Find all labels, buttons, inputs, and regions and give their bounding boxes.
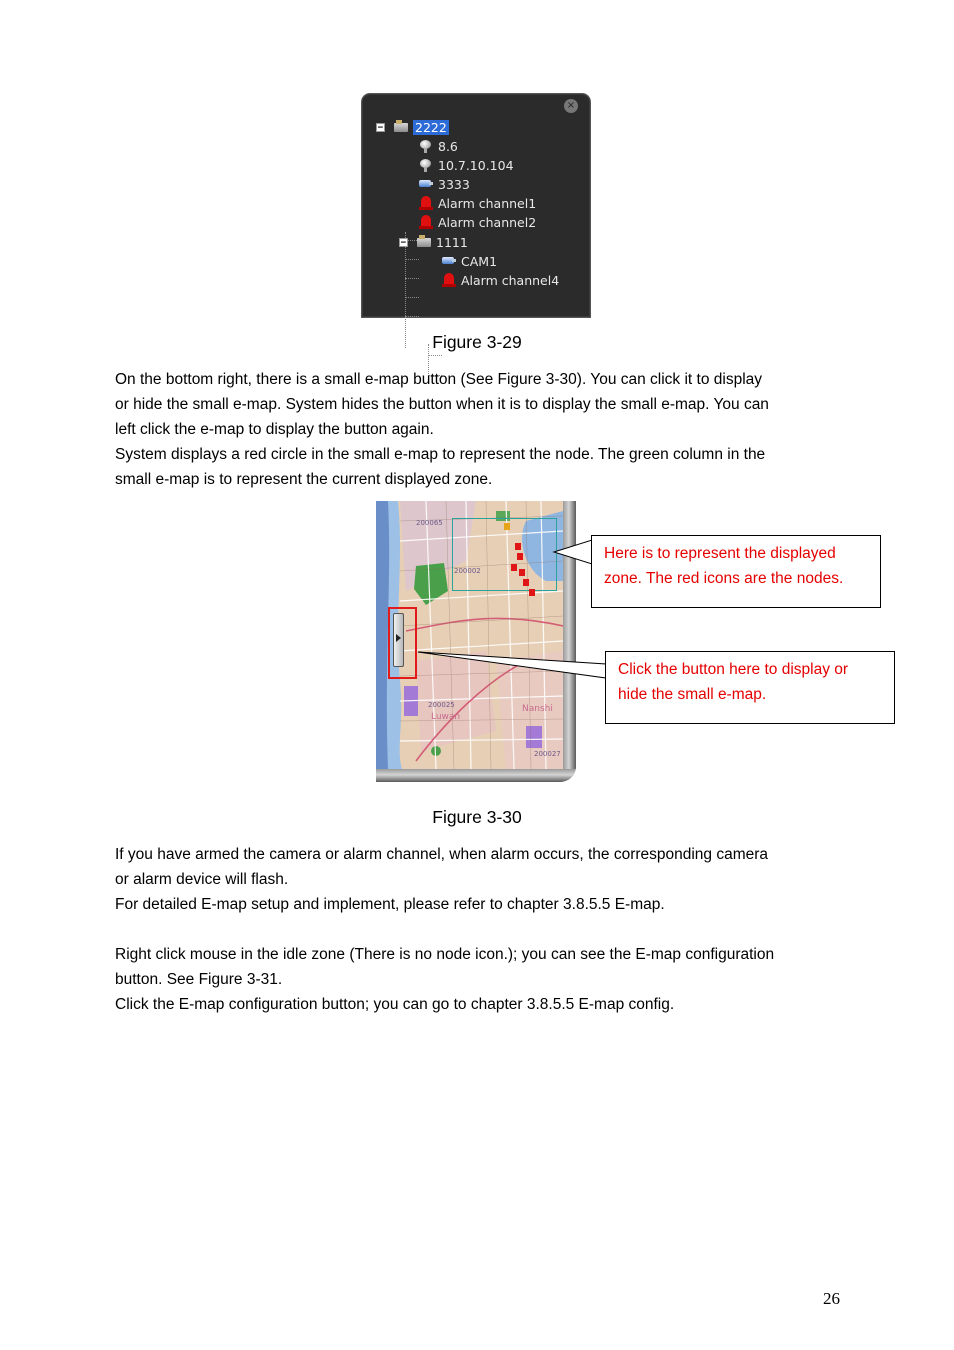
tree-node-1111[interactable]	[416, 233, 468, 251]
tree-node-label: CAM1	[461, 253, 498, 269]
map-label: 200065	[416, 519, 443, 527]
text-line: or hide the small e-map. System hides the button when it is to display the small e-map. You can	[115, 396, 769, 413]
dvr-device-icon	[416, 235, 432, 249]
node-marker[interactable]	[519, 569, 525, 576]
node-marker[interactable]	[504, 523, 510, 530]
tree-node-cam1[interactable]	[441, 252, 497, 270]
alarm-siren-icon	[418, 196, 434, 210]
tree-node-label: Alarm channel2	[438, 214, 537, 230]
map-frame-edge	[376, 769, 576, 782]
tree-connector	[405, 278, 419, 279]
callout-line: hide the small e-map.	[618, 686, 767, 703]
node-marker[interactable]	[517, 553, 523, 560]
tree-node-label: Alarm channel1	[438, 195, 537, 211]
node-marker[interactable]	[523, 579, 529, 586]
page-number: 26	[823, 1289, 840, 1308]
tree-node-label: Alarm channel4	[461, 272, 560, 288]
collapse-toggle-2222[interactable]: −	[377, 123, 384, 133]
tree-connector	[428, 355, 442, 356]
figure-caption: Figure 3-29	[432, 332, 522, 352]
tree-node-2222[interactable]	[393, 118, 449, 136]
dome-camera-icon	[418, 139, 434, 153]
tree-connector	[405, 316, 419, 317]
collapse-toggle-1111[interactable]: −	[400, 238, 407, 248]
tree-node-3333[interactable]	[418, 175, 470, 193]
map-label: 200027	[534, 750, 561, 758]
button-highlight-box	[388, 607, 417, 679]
tree-node-label: 3333	[438, 176, 470, 192]
callout-toggle-button	[605, 651, 895, 724]
tree-node-label: 8.6	[438, 138, 458, 154]
callout-line: Click the button here to display or	[618, 661, 849, 678]
text-line: For detailed E-map setup and implement, please refer to chapter 3.8.5.5 E-map.	[115, 896, 665, 913]
text-line: If you have armed the camera or alarm channel, when alarm occurs, the corresponding camera	[115, 846, 769, 863]
text-line: Right click mouse in the idle zone (There is no node icon.); you can see the E-map configuration	[115, 946, 775, 963]
paragraph	[115, 942, 855, 1017]
tree-connector	[405, 232, 406, 348]
close-icon[interactable]: ×	[564, 99, 578, 113]
text-line: On the bottom right, there is a small e-map button (See Figure 3-30). You can click it to display	[115, 371, 763, 388]
tree-connector	[405, 259, 419, 260]
callout-displayed-zone	[591, 535, 881, 608]
text-line: System displays a red circle in the small e-map to represent the node. The green column in the	[115, 446, 766, 463]
tree-node-label: 10.7.10.104	[438, 157, 514, 173]
node-marker[interactable]	[511, 564, 517, 571]
callout-line: zone. The red icons are the nodes.	[604, 570, 844, 587]
tree-node-10-7-10-104[interactable]	[418, 156, 514, 174]
text-line: left click the e-map to display the button again.	[115, 421, 434, 438]
tree-node-8-6[interactable]	[418, 137, 458, 155]
tree-node-alarm-channel4[interactable]	[441, 271, 559, 289]
figure-caption: Figure 3-30	[432, 807, 522, 827]
camera-icon	[418, 177, 434, 191]
dome-camera-icon	[418, 158, 434, 172]
callout-line: Here is to represent the displayed	[604, 545, 836, 562]
tree-connector	[405, 297, 419, 298]
tree-node-label: 2222	[415, 119, 447, 135]
node-marker[interactable]	[529, 589, 535, 596]
map-label: 200002	[454, 567, 481, 575]
map-label: Luwan	[431, 712, 461, 722]
map-label: 200025	[428, 701, 455, 709]
map-label: Nanshi	[522, 704, 553, 714]
alarm-siren-icon	[418, 215, 434, 229]
dvr-device-icon	[393, 120, 409, 134]
alarm-siren-icon	[441, 273, 457, 287]
map-frame-edge	[563, 501, 576, 782]
tree-node-label: 1111	[436, 234, 468, 250]
text-line: Click the E-map configuration button; you can go to chapter 3.8.5.5 E-map config.	[115, 996, 675, 1013]
camera-icon	[441, 254, 457, 268]
text-line: button. See Figure 3-31.	[115, 971, 283, 988]
paragraph	[115, 842, 855, 917]
node-marker[interactable]	[515, 543, 521, 550]
tree-node-alarm-channel1[interactable]	[418, 194, 536, 212]
tree-node-alarm-channel2[interactable]	[418, 213, 536, 231]
paragraph	[115, 367, 855, 492]
text-line: small e-map is to represent the current displayed zone.	[115, 471, 493, 488]
text-line: or alarm device will flash.	[115, 871, 289, 888]
